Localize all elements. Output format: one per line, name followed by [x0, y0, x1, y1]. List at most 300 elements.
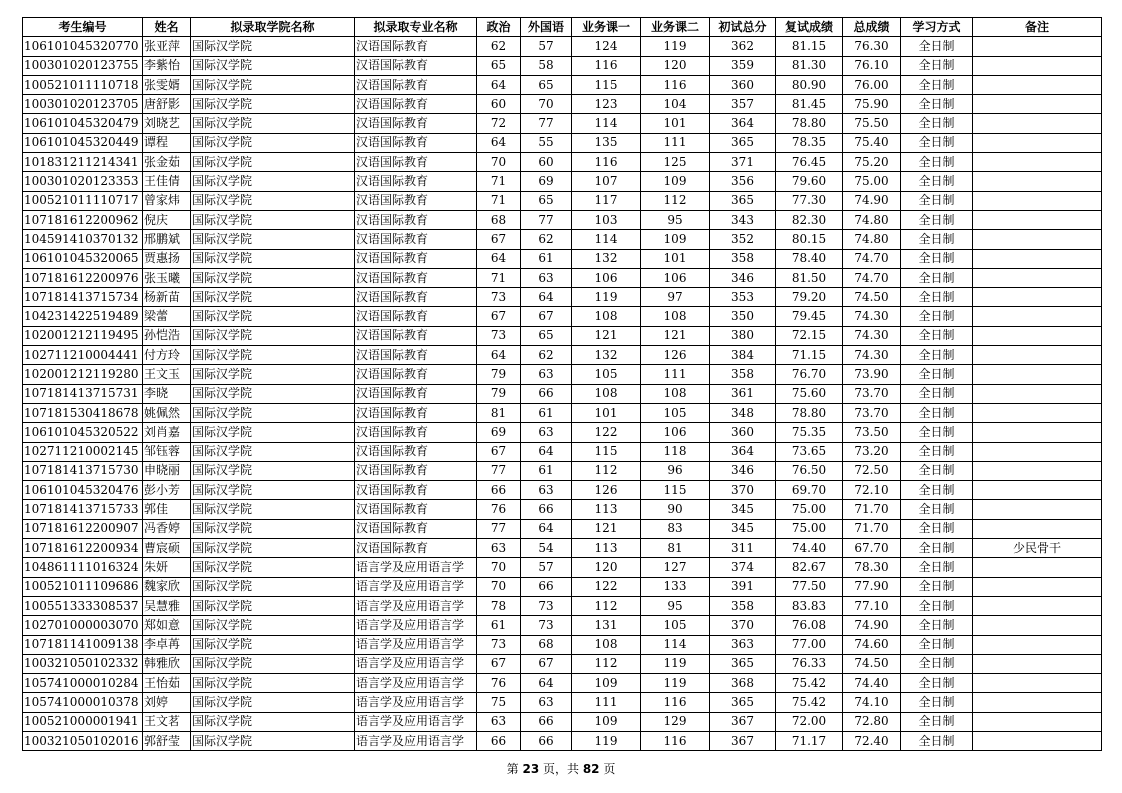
cell-study-mode: 全日制 [901, 95, 973, 114]
cell-college: 国际汉学院 [191, 56, 355, 75]
cell-name: 曹宸硕 [143, 539, 191, 558]
cell-major: 汉语国际教育 [355, 365, 477, 384]
table-row [23, 268, 1102, 287]
cell-candidate-id: 107181612200962 [23, 210, 143, 229]
cell-retest-score: 72.15 [776, 326, 843, 345]
cell-study-mode: 全日制 [901, 577, 973, 596]
cell-total-score: 74.30 [843, 346, 901, 365]
cell-total-score: 73.70 [843, 403, 901, 422]
cell-retest-score: 78.80 [776, 403, 843, 422]
footer-suffix: 页 [599, 762, 616, 776]
cell-total-score: 76.10 [843, 56, 901, 75]
cell-major: 语言学及应用语言学 [355, 596, 477, 615]
cell-college: 国际汉学院 [191, 539, 355, 558]
table-row [23, 37, 1102, 56]
cell-foreign-language: 68 [521, 635, 572, 654]
cell-college: 国际汉学院 [191, 577, 355, 596]
cell-politics: 63 [477, 539, 521, 558]
cell-major: 汉语国际教育 [355, 249, 477, 268]
cell-total-score: 74.50 [843, 654, 901, 673]
cell-initial-total: 363 [710, 635, 776, 654]
cell-remarks [973, 230, 1102, 249]
cell-course-one: 108 [572, 635, 641, 654]
cell-major: 汉语国际教育 [355, 519, 477, 538]
cell-course-one: 112 [572, 596, 641, 615]
col-header-major: 拟录取专业名称 [355, 18, 477, 37]
cell-major: 语言学及应用语言学 [355, 635, 477, 654]
table-row [23, 95, 1102, 114]
cell-remarks [973, 307, 1102, 326]
col-header-total-score: 总成绩 [843, 18, 901, 37]
cell-foreign-language: 60 [521, 153, 572, 172]
page-footer [0, 760, 1122, 777]
cell-total-score: 73.70 [843, 384, 901, 403]
cell-candidate-id: 106101045320522 [23, 423, 143, 442]
cell-retest-score: 82.30 [776, 210, 843, 229]
cell-politics: 61 [477, 616, 521, 635]
cell-course-one: 111 [572, 693, 641, 712]
cell-remarks [973, 114, 1102, 133]
cell-politics: 72 [477, 114, 521, 133]
cell-total-score: 74.90 [843, 191, 901, 210]
cell-candidate-id: 102711210002145 [23, 442, 143, 461]
cell-course-one: 132 [572, 249, 641, 268]
cell-name: 冯香婷 [143, 519, 191, 538]
cell-candidate-id: 105741000010284 [23, 674, 143, 693]
cell-initial-total: 364 [710, 442, 776, 461]
cell-politics: 76 [477, 674, 521, 693]
cell-course-two: 101 [641, 249, 710, 268]
table-row [23, 693, 1102, 712]
cell-course-one: 112 [572, 654, 641, 673]
cell-initial-total: 350 [710, 307, 776, 326]
cell-study-mode: 全日制 [901, 500, 973, 519]
cell-retest-score: 75.42 [776, 674, 843, 693]
cell-course-one: 124 [572, 37, 641, 56]
cell-name: 吴慧雅 [143, 596, 191, 615]
cell-total-score: 71.70 [843, 519, 901, 538]
cell-initial-total: 370 [710, 616, 776, 635]
cell-name: 韩雅欣 [143, 654, 191, 673]
cell-study-mode: 全日制 [901, 346, 973, 365]
cell-initial-total: 370 [710, 481, 776, 500]
cell-total-score: 74.80 [843, 230, 901, 249]
cell-college: 国际汉学院 [191, 153, 355, 172]
cell-politics: 73 [477, 326, 521, 345]
cell-retest-score: 81.45 [776, 95, 843, 114]
cell-name: 谭程 [143, 133, 191, 152]
cell-politics: 65 [477, 56, 521, 75]
cell-retest-score: 74.40 [776, 539, 843, 558]
cell-course-two: 106 [641, 423, 710, 442]
cell-candidate-id: 107181612200934 [23, 539, 143, 558]
cell-remarks [973, 519, 1102, 538]
cell-politics: 71 [477, 172, 521, 191]
cell-college: 国际汉学院 [191, 500, 355, 519]
cell-study-mode: 全日制 [901, 539, 973, 558]
table-row [23, 500, 1102, 519]
cell-retest-score: 82.67 [776, 558, 843, 577]
cell-course-two: 119 [641, 674, 710, 693]
cell-candidate-id: 106101045320476 [23, 481, 143, 500]
cell-initial-total: 367 [710, 731, 776, 750]
table-row [23, 56, 1102, 75]
cell-major: 汉语国际教育 [355, 481, 477, 500]
cell-college: 国际汉学院 [191, 95, 355, 114]
cell-name: 梁蕾 [143, 307, 191, 326]
cell-politics: 71 [477, 268, 521, 287]
cell-course-two: 116 [641, 731, 710, 750]
cell-remarks [973, 95, 1102, 114]
col-header-course-one: 业务课一 [572, 18, 641, 37]
table-row [23, 558, 1102, 577]
cell-study-mode: 全日制 [901, 172, 973, 191]
cell-college: 国际汉学院 [191, 423, 355, 442]
cell-name: 倪庆 [143, 210, 191, 229]
cell-major: 语言学及应用语言学 [355, 616, 477, 635]
cell-foreign-language: 64 [521, 442, 572, 461]
cell-course-two: 120 [641, 56, 710, 75]
cell-foreign-language: 65 [521, 191, 572, 210]
cell-initial-total: 345 [710, 500, 776, 519]
cell-retest-score: 78.40 [776, 249, 843, 268]
cell-initial-total: 360 [710, 423, 776, 442]
cell-retest-score: 77.30 [776, 191, 843, 210]
table-row [23, 654, 1102, 673]
cell-total-score: 74.50 [843, 288, 901, 307]
cell-major: 汉语国际教育 [355, 461, 477, 480]
cell-major: 汉语国际教育 [355, 403, 477, 422]
cell-politics: 79 [477, 365, 521, 384]
cell-candidate-id: 100521011110717 [23, 191, 143, 210]
cell-total-score: 78.30 [843, 558, 901, 577]
cell-name: 李紫怡 [143, 56, 191, 75]
cell-retest-score: 75.35 [776, 423, 843, 442]
cell-politics: 64 [477, 346, 521, 365]
cell-name: 彭小芳 [143, 481, 191, 500]
cell-foreign-language: 64 [521, 674, 572, 693]
cell-candidate-id: 104591410370132 [23, 230, 143, 249]
cell-study-mode: 全日制 [901, 37, 973, 56]
cell-initial-total: 356 [710, 172, 776, 191]
cell-foreign-language: 67 [521, 307, 572, 326]
cell-study-mode: 全日制 [901, 326, 973, 345]
table-row [23, 75, 1102, 94]
cell-initial-total: 362 [710, 37, 776, 56]
cell-major: 语言学及应用语言学 [355, 693, 477, 712]
cell-retest-score: 80.90 [776, 75, 843, 94]
cell-initial-total: 367 [710, 712, 776, 731]
cell-course-two: 109 [641, 230, 710, 249]
cell-course-two: 116 [641, 693, 710, 712]
cell-candidate-id: 100301020123353 [23, 172, 143, 191]
cell-course-one: 101 [572, 403, 641, 422]
cell-retest-score: 77.50 [776, 577, 843, 596]
cell-remarks [973, 731, 1102, 750]
cell-foreign-language: 77 [521, 210, 572, 229]
cell-major: 汉语国际教育 [355, 133, 477, 152]
cell-course-one: 108 [572, 307, 641, 326]
cell-retest-score: 83.83 [776, 596, 843, 615]
cell-major: 语言学及应用语言学 [355, 712, 477, 731]
cell-politics: 67 [477, 307, 521, 326]
cell-foreign-language: 54 [521, 539, 572, 558]
cell-name: 张玉曦 [143, 268, 191, 287]
cell-major: 汉语国际教育 [355, 230, 477, 249]
cell-name: 郭舒莹 [143, 731, 191, 750]
cell-initial-total: 352 [710, 230, 776, 249]
cell-foreign-language: 70 [521, 95, 572, 114]
cell-major: 汉语国际教育 [355, 153, 477, 172]
cell-candidate-id: 104861111016324 [23, 558, 143, 577]
cell-course-one: 122 [572, 423, 641, 442]
cell-initial-total: 358 [710, 249, 776, 268]
cell-total-score: 74.80 [843, 210, 901, 229]
cell-college: 国际汉学院 [191, 461, 355, 480]
cell-course-two: 90 [641, 500, 710, 519]
cell-politics: 77 [477, 519, 521, 538]
cell-retest-score: 76.50 [776, 461, 843, 480]
cell-politics: 66 [477, 731, 521, 750]
cell-name: 郭佳 [143, 500, 191, 519]
cell-candidate-id: 106101045320479 [23, 114, 143, 133]
cell-remarks [973, 403, 1102, 422]
cell-college: 国际汉学院 [191, 133, 355, 152]
cell-course-one: 114 [572, 230, 641, 249]
cell-initial-total: 374 [710, 558, 776, 577]
table-row [23, 172, 1102, 191]
cell-retest-score: 77.00 [776, 635, 843, 654]
cell-politics: 69 [477, 423, 521, 442]
cell-college: 国际汉学院 [191, 210, 355, 229]
cell-foreign-language: 63 [521, 423, 572, 442]
cell-total-score: 75.40 [843, 133, 901, 152]
cell-study-mode: 全日制 [901, 307, 973, 326]
cell-total-score: 76.00 [843, 75, 901, 94]
cell-course-two: 106 [641, 268, 710, 287]
cell-politics: 67 [477, 230, 521, 249]
cell-major: 汉语国际教育 [355, 95, 477, 114]
col-header-politics: 政治 [477, 18, 521, 37]
table-row [23, 596, 1102, 615]
cell-name: 杨新苗 [143, 288, 191, 307]
cell-course-one: 105 [572, 365, 641, 384]
header-row [23, 18, 1102, 37]
cell-remarks [973, 596, 1102, 615]
cell-initial-total: 353 [710, 288, 776, 307]
cell-politics: 70 [477, 558, 521, 577]
cell-foreign-language: 65 [521, 326, 572, 345]
cell-name: 王怡茹 [143, 674, 191, 693]
cell-total-score: 74.90 [843, 616, 901, 635]
cell-course-one: 135 [572, 133, 641, 152]
cell-name: 朱妍 [143, 558, 191, 577]
table-row [23, 403, 1102, 422]
cell-foreign-language: 73 [521, 596, 572, 615]
cell-study-mode: 全日制 [901, 384, 973, 403]
cell-foreign-language: 61 [521, 403, 572, 422]
cell-candidate-id: 102711210004441 [23, 346, 143, 365]
cell-remarks [973, 346, 1102, 365]
cell-retest-score: 72.00 [776, 712, 843, 731]
cell-foreign-language: 61 [521, 461, 572, 480]
cell-remarks [973, 577, 1102, 596]
cell-candidate-id: 100551333308537 [23, 596, 143, 615]
cell-course-one: 123 [572, 95, 641, 114]
cell-name: 李晓 [143, 384, 191, 403]
cell-candidate-id: 104231422519489 [23, 307, 143, 326]
table-row [23, 133, 1102, 152]
cell-remarks [973, 461, 1102, 480]
cell-college: 国际汉学院 [191, 75, 355, 94]
cell-total-score: 77.10 [843, 596, 901, 615]
cell-total-score: 74.70 [843, 249, 901, 268]
cell-total-score: 73.90 [843, 365, 901, 384]
cell-college: 国际汉学院 [191, 172, 355, 191]
cell-course-one: 109 [572, 674, 641, 693]
cell-retest-score: 75.00 [776, 519, 843, 538]
cell-foreign-language: 77 [521, 114, 572, 133]
cell-politics: 71 [477, 191, 521, 210]
cell-major: 汉语国际教育 [355, 210, 477, 229]
cell-study-mode: 全日制 [901, 616, 973, 635]
cell-name: 申晓丽 [143, 461, 191, 480]
table-row [23, 635, 1102, 654]
cell-foreign-language: 65 [521, 75, 572, 94]
cell-politics: 73 [477, 288, 521, 307]
cell-study-mode: 全日制 [901, 403, 973, 422]
cell-total-score: 74.30 [843, 307, 901, 326]
cell-course-two: 133 [641, 577, 710, 596]
cell-candidate-id: 107181413715734 [23, 288, 143, 307]
cell-retest-score: 81.30 [776, 56, 843, 75]
table-row [23, 616, 1102, 635]
cell-foreign-language: 64 [521, 519, 572, 538]
cell-course-two: 125 [641, 153, 710, 172]
cell-retest-score: 81.15 [776, 37, 843, 56]
cell-politics: 81 [477, 403, 521, 422]
cell-college: 国际汉学院 [191, 654, 355, 673]
cell-foreign-language: 66 [521, 500, 572, 519]
cell-college: 国际汉学院 [191, 230, 355, 249]
cell-foreign-language: 63 [521, 268, 572, 287]
cell-name: 邢鹏斌 [143, 230, 191, 249]
cell-total-score: 74.30 [843, 326, 901, 345]
cell-major: 汉语国际教育 [355, 423, 477, 442]
table-row [23, 153, 1102, 172]
cell-course-two: 105 [641, 403, 710, 422]
table-row [23, 114, 1102, 133]
cell-remarks [973, 172, 1102, 191]
cell-remarks [973, 423, 1102, 442]
cell-remarks: 少民骨干 [973, 539, 1102, 558]
cell-candidate-id: 105741000010378 [23, 693, 143, 712]
cell-politics: 60 [477, 95, 521, 114]
cell-college: 国际汉学院 [191, 712, 355, 731]
cell-course-one: 117 [572, 191, 641, 210]
cell-name: 邹钰蓉 [143, 442, 191, 461]
cell-politics: 66 [477, 481, 521, 500]
cell-retest-score: 76.70 [776, 365, 843, 384]
cell-politics: 64 [477, 75, 521, 94]
cell-remarks [973, 500, 1102, 519]
cell-politics: 62 [477, 37, 521, 56]
cell-remarks [973, 191, 1102, 210]
cell-college: 国际汉学院 [191, 326, 355, 345]
cell-college: 国际汉学院 [191, 384, 355, 403]
cell-course-one: 114 [572, 114, 641, 133]
cell-major: 语言学及应用语言学 [355, 654, 477, 673]
table-row [23, 712, 1102, 731]
cell-course-two: 97 [641, 288, 710, 307]
cell-initial-total: 364 [710, 114, 776, 133]
cell-name: 姚佩然 [143, 403, 191, 422]
cell-politics: 64 [477, 249, 521, 268]
cell-course-two: 115 [641, 481, 710, 500]
cell-candidate-id: 107181413715731 [23, 384, 143, 403]
cell-course-one: 121 [572, 519, 641, 538]
cell-politics: 64 [477, 133, 521, 152]
cell-course-one: 107 [572, 172, 641, 191]
cell-total-score: 72.10 [843, 481, 901, 500]
cell-major: 语言学及应用语言学 [355, 674, 477, 693]
cell-initial-total: 343 [710, 210, 776, 229]
cell-course-one: 115 [572, 75, 641, 94]
cell-foreign-language: 69 [521, 172, 572, 191]
table-row [23, 442, 1102, 461]
col-header-foreign-language: 外国语 [521, 18, 572, 37]
cell-candidate-id: 100301020123705 [23, 95, 143, 114]
cell-retest-score: 73.65 [776, 442, 843, 461]
cell-initial-total: 357 [710, 95, 776, 114]
cell-name: 张亚萍 [143, 37, 191, 56]
cell-politics: 77 [477, 461, 521, 480]
cell-initial-total: 365 [710, 693, 776, 712]
cell-candidate-id: 107181413715733 [23, 500, 143, 519]
cell-candidate-id: 100321050102332 [23, 654, 143, 673]
cell-initial-total: 391 [710, 577, 776, 596]
cell-retest-score: 79.45 [776, 307, 843, 326]
cell-candidate-id: 100301020123755 [23, 56, 143, 75]
cell-candidate-id: 107181612200976 [23, 268, 143, 287]
cell-politics: 78 [477, 596, 521, 615]
cell-course-one: 112 [572, 461, 641, 480]
cell-course-one: 126 [572, 481, 641, 500]
cell-foreign-language: 67 [521, 654, 572, 673]
cell-major: 汉语国际教育 [355, 307, 477, 326]
table-row [23, 210, 1102, 229]
admission-table [22, 17, 1102, 751]
cell-course-two: 81 [641, 539, 710, 558]
cell-college: 国际汉学院 [191, 693, 355, 712]
cell-study-mode: 全日制 [901, 133, 973, 152]
cell-study-mode: 全日制 [901, 596, 973, 615]
cell-foreign-language: 64 [521, 288, 572, 307]
cell-course-two: 111 [641, 133, 710, 152]
cell-college: 国际汉学院 [191, 674, 355, 693]
cell-course-two: 126 [641, 346, 710, 365]
cell-initial-total: 371 [710, 153, 776, 172]
table-row [23, 461, 1102, 480]
cell-college: 国际汉学院 [191, 288, 355, 307]
cell-course-one: 106 [572, 268, 641, 287]
cell-remarks [973, 635, 1102, 654]
cell-initial-total: 358 [710, 596, 776, 615]
cell-initial-total: 359 [710, 56, 776, 75]
cell-total-score: 74.10 [843, 693, 901, 712]
cell-initial-total: 358 [710, 365, 776, 384]
cell-total-score: 75.00 [843, 172, 901, 191]
